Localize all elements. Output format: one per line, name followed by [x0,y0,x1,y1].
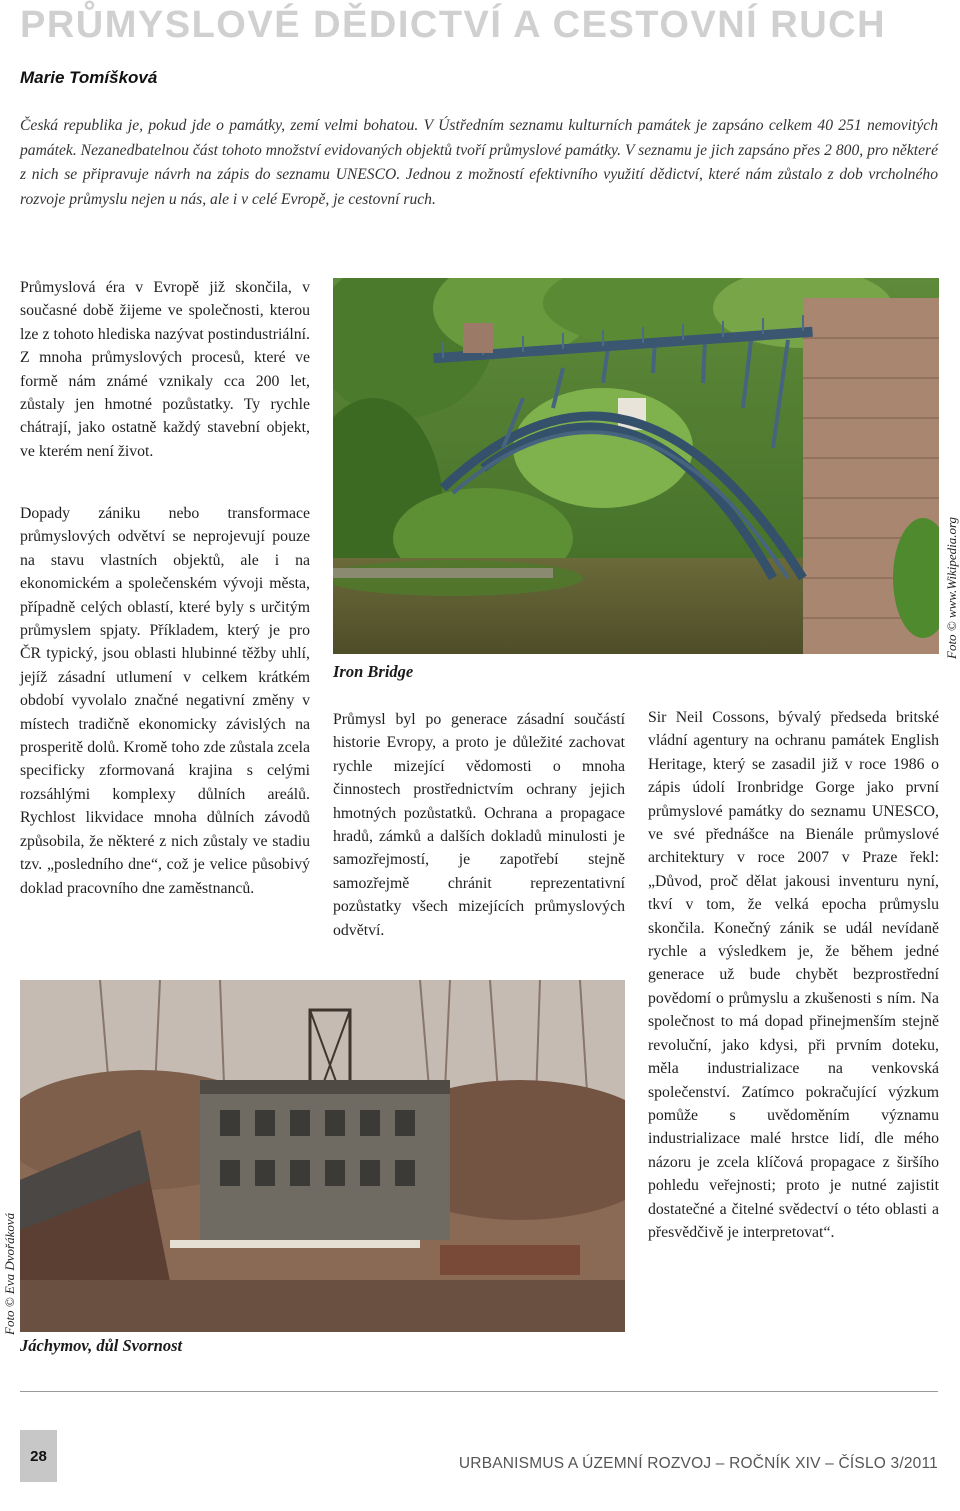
author-name: Marie Tomíšková [20,68,158,87]
iron-bridge-photo [333,278,939,654]
jachymov-caption: Jáchymov, důl Svornost [20,1336,183,1355]
footer-rule [20,1391,938,1392]
iron-bridge-photo-credit: Foto © www.Wikipedia.org [944,516,959,659]
column1-paragraph2: Dopady zániku nebo transformace průmyslových odvětví se neprojevují pouze na stavu vlastních objektů, ale i na ekonomickém a společenském vývoji města, případně celých oblastí, které byly s určitým průmyslem spjaty. Příkladem, který je pro ČR typický, jsou oblasti hlubinné těžby uhlí, jejíž zásadní utlumení v celkem krátkém období vyvolalo značné negativní změny v místech tradičně ekonomicky závislých na prosperitě dolů. Kromě toho zde zůstala zcela specificky zformovaná krajina s celými rozsáhlými komplexy důlních areálů. Rychlost likvidace mnoha důlních závodů způsobila, že některé z nich zůstaly ve stadiu tzv. „posledního dne“, což je velice působivý doklad pracovního dne zaměstnanců. [20,505,310,897]
page-number: 28 [20,1430,57,1482]
column1-paragraph1: Průmyslová éra v Evropě již skončila, v současné době žijeme ve společnosti, kterou lze z tohoto hlediska nazývat postindustriální. Z mnoha průmyslových procesů, které ve formě nám známé vznikaly cca 200 let, zůstaly jen hmotné pozůstatky. Ty rychle chátrají, jako ostatně každý stavební objekt, ve kterém není život. [20,279,310,460]
lead-paragraph: Česká republika je, pokud jde o památky, zemí velmi bohatou. V Ústředním seznamu kulturních památek je zapsáno celkem 40 251 nemovitých památek. Nezanedbatelnou část tohoto množství evidovaných objektů tvoří průmyslové památky. V seznamu je jich zapsáno přes 2 800, pro některé z nich se připravuje návrh na zápis do seznamu UNESCO. Jednou z možností efektivního využití dědictví, které nám zůstalo z dob vrcholného rozvoje průmyslu nejen u nás, ale i v celé Evropě, je cestovní ruch. [20,117,938,208]
jachymov-mine-photo [20,980,625,1332]
column2-paragraph: Průmysl byl po generace zásadní součástí historie Evropy, a proto je důležité zachovat rychle mizející vědomosti o mnoha činnostech prostřednictvím ochrany jejich hmotných pozůstatků. Ochrana a propagace hradů, zámků a dalších dokladů minulosti je samozřejmostí, je zapotřebí stejně samozřejmě chránit reprezentativní pozůstatky všech mizejících průmyslových odvětví. [333,711,625,939]
journal-footer: URBANISMUS A ÚZEMNÍ ROZVOJ – ROČNÍK XIV – ČÍSLO 3/2011 [458,1455,938,1472]
column3-paragraph: Sir Neil Cossons, bývalý předseda britské vládní agentury na ochranu památek English Heritage, který se zasadil již v roce 1986 o zápis údolí Ironbridge Gorge jako první průmyslové památky do seznamu UNESCO, ve své přednášce na Bienále průmyslové architektury v roce 2007 v Praze řekl: „Důvod, proč dělat jakousi inventuru nyní, tkví v tom, že velká epocha průmyslu skončila. Konečný zánik se udál nevídaně rychle a výsledkem je, že během jedné generace už bude chybět bezprostřední povědomí o průmyslu a zkušenosti s ním. Na společnost to má dopad přinejmenším stejně revoluční, jako kdysi, při prvním doteku, měla industrializace na venkovská společenství. Zatímco pokračující výzkum pomůže s uvědoměním významu industrializace malé hrstce lidí, dle mého názoru je zcela klíčová propagace z širšího pohledu veřejnosti; proto je nutné zajistit dostatečné a čitelné svědectví o této oblasti a přesvědčivě je interpretovat“. [648,709,939,1241]
article-title: PRŮMYSLOVÉ DĚDICTVÍ A CESTOVNÍ RUCH [20,4,887,46]
iron-bridge-caption: Iron Bridge [333,662,414,681]
jachymov-photo-credit: Foto © Eva Dvořáková [2,1212,17,1335]
